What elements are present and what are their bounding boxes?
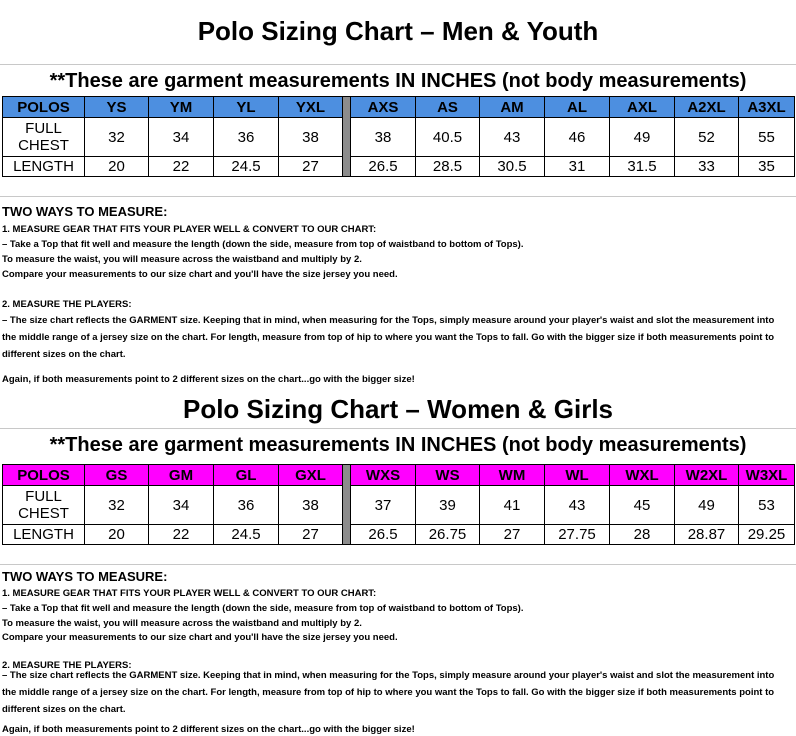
table-cell: 53 [739, 486, 795, 525]
table-header-row [3, 97, 795, 118]
table-cell: 34 [149, 486, 214, 525]
header-cell: YS [85, 97, 149, 118]
table-row-full-chest [3, 486, 795, 525]
header-cell: AM [480, 97, 545, 118]
women-method-2-title: 2. MEASURE THE PLAYERS: [2, 660, 132, 671]
table-cell: 39 [416, 486, 480, 525]
table-cell: 22 [149, 157, 214, 177]
table-cell: 38 [351, 118, 416, 157]
header-cell: W2XL [675, 465, 739, 486]
table-cell: 37 [351, 486, 416, 525]
header-cell: GL [214, 465, 279, 486]
table-header-row [3, 465, 795, 486]
header-cell: WS [416, 465, 480, 486]
header-cell: GM [149, 465, 214, 486]
women-chart-subtitle: **These are garment measurements IN INCHES (not body measurements) [49, 434, 747, 456]
table-cell: 43 [545, 486, 610, 525]
table-cell: 34 [149, 118, 214, 157]
men-method-1-line: – Take a Top that fit well and measure the length (down the side, measure from top of waistband to bottom of Tops). [2, 239, 524, 250]
women-size-table [2, 464, 795, 545]
column-separator [343, 465, 351, 545]
table-cell: 49 [675, 486, 739, 525]
header-cell: W3XL [739, 465, 795, 486]
row-label-full-chest: FULL CHEST [3, 118, 85, 157]
row-label-length: LENGTH [3, 157, 85, 177]
header-cell: AXS [351, 97, 416, 118]
header-cell: WXS [351, 465, 416, 486]
table-cell: 26.5 [351, 525, 416, 545]
table-cell: 55 [739, 118, 795, 157]
table-cell: 52 [675, 118, 739, 157]
table-cell: 30.5 [480, 157, 545, 177]
table-cell: 46 [545, 118, 610, 157]
table-cell: 40.5 [416, 118, 480, 157]
men-method-1-line: To measure the waist, you will measure across the waistband and multiply by 2. [2, 254, 362, 265]
women-method-2-body: – The size chart reflects the GARMENT size. Keeping that in mind, when measuring for the Tops, simply measure around your player's waist and slot the measurement into the middle range of a jersey size on the chart. For length, measure from top of hip to where you want the Tops to fall. Go with the bigger size if both measurements point to different sizes on the chart. [2, 670, 775, 715]
men-method-2-body: – The size chart reflects the GARMENT size. Keeping that in mind, when measuring for the Tops, simply measure around your player's waist and slot the measurement into the middle range of a jersey size on the chart. For length, measure from top of hip to where you want the Tops to fall. Go with the bigger size if both measurements point to different sizes on the chart. [2, 315, 775, 360]
men-method-1-title: 1. MEASURE GEAR THAT FITS YOUR PLAYER WELL & CONVERT TO OUR CHART: [2, 224, 377, 235]
divider [0, 64, 796, 65]
table-cell: 49 [610, 118, 675, 157]
header-cell: POLOS [3, 97, 85, 118]
women-chart-title: Polo Sizing Chart – Women & Girls [182, 394, 613, 424]
table-cell: 36 [214, 486, 279, 525]
row-label-full-chest: FULL CHEST [3, 486, 85, 525]
table-cell: 33 [675, 157, 739, 177]
table-cell: 24.5 [214, 525, 279, 545]
divider [0, 428, 796, 429]
header-cell: GXL [279, 465, 343, 486]
header-cell: YM [149, 97, 214, 118]
women-measure-heading: TWO WAYS TO MEASURE: [2, 569, 168, 584]
table-cell: 29.25 [739, 525, 795, 545]
header-cell: POLOS [3, 465, 85, 486]
men-chart-subtitle: **These are garment measurements IN INCHES (not body measurements) [49, 70, 747, 92]
header-cell: AS [416, 97, 480, 118]
header-cell: GS [85, 465, 149, 486]
header-cell: AL [545, 97, 610, 118]
table-cell: 45 [610, 486, 675, 525]
table-cell: 27 [279, 525, 343, 545]
women-method-1-line: – Take a Top that fit well and measure the length (down the side, measure from top of waistband to bottom of Tops). [2, 603, 524, 614]
men-size-table [2, 96, 795, 177]
table-cell: 27 [279, 157, 343, 177]
column-separator [343, 97, 351, 177]
table-row-length [3, 525, 795, 545]
table-row-length [3, 157, 795, 177]
table-cell: 26.5 [351, 157, 416, 177]
header-cell: AXL [610, 97, 675, 118]
table-cell: 27.75 [545, 525, 610, 545]
table-cell: 20 [85, 525, 149, 545]
table-cell: 31 [545, 157, 610, 177]
table-cell: 38 [279, 118, 343, 157]
men-measure-heading: TWO WAYS TO MEASURE: [2, 204, 168, 219]
table-cell: 24.5 [214, 157, 279, 177]
row-label-length: LENGTH [3, 525, 85, 545]
women-method-1-title: 1. MEASURE GEAR THAT FITS YOUR PLAYER WELL & CONVERT TO OUR CHART: [2, 588, 377, 599]
table-cell: 41 [480, 486, 545, 525]
table-cell: 28.5 [416, 157, 480, 177]
men-chart-title: Polo Sizing Chart – Men & Youth [197, 16, 599, 46]
women-again-note: Again, if both measurements point to 2 different sizes on the chart...go with the bigger size! [2, 724, 415, 735]
women-method-1-line: To measure the waist, you will measure across the waistband and multiply by 2. [2, 618, 362, 629]
header-cell: A2XL [675, 97, 739, 118]
divider [0, 564, 796, 565]
table-cell: 28.87 [675, 525, 739, 545]
men-method-1-line: Compare your measurements to our size chart and you'll have the size jersey you need. [2, 269, 398, 280]
table-cell: 43 [480, 118, 545, 157]
women-method-1-line: Compare your measurements to our size chart and you'll have the size jersey you need. [2, 632, 398, 643]
table-cell: 36 [214, 118, 279, 157]
table-cell: 38 [279, 486, 343, 525]
table-cell: 20 [85, 157, 149, 177]
table-cell: 27 [480, 525, 545, 545]
table-cell: 22 [149, 525, 214, 545]
table-cell: 35 [739, 157, 795, 177]
header-cell: WXL [610, 465, 675, 486]
men-again-note: Again, if both measurements point to 2 different sizes on the chart...go with the bigger size! [2, 374, 415, 385]
table-cell: 32 [85, 486, 149, 525]
table-row-full-chest [3, 118, 795, 157]
table-cell: 31.5 [610, 157, 675, 177]
header-cell: WL [545, 465, 610, 486]
divider [0, 196, 796, 197]
table-cell: 28 [610, 525, 675, 545]
header-cell: WM [480, 465, 545, 486]
header-cell: A3XL [739, 97, 795, 118]
men-method-2-title: 2. MEASURE THE PLAYERS: [2, 299, 132, 310]
table-cell: 26.75 [416, 525, 480, 545]
header-cell: YXL [279, 97, 343, 118]
table-cell: 32 [85, 118, 149, 157]
header-cell: YL [214, 97, 279, 118]
